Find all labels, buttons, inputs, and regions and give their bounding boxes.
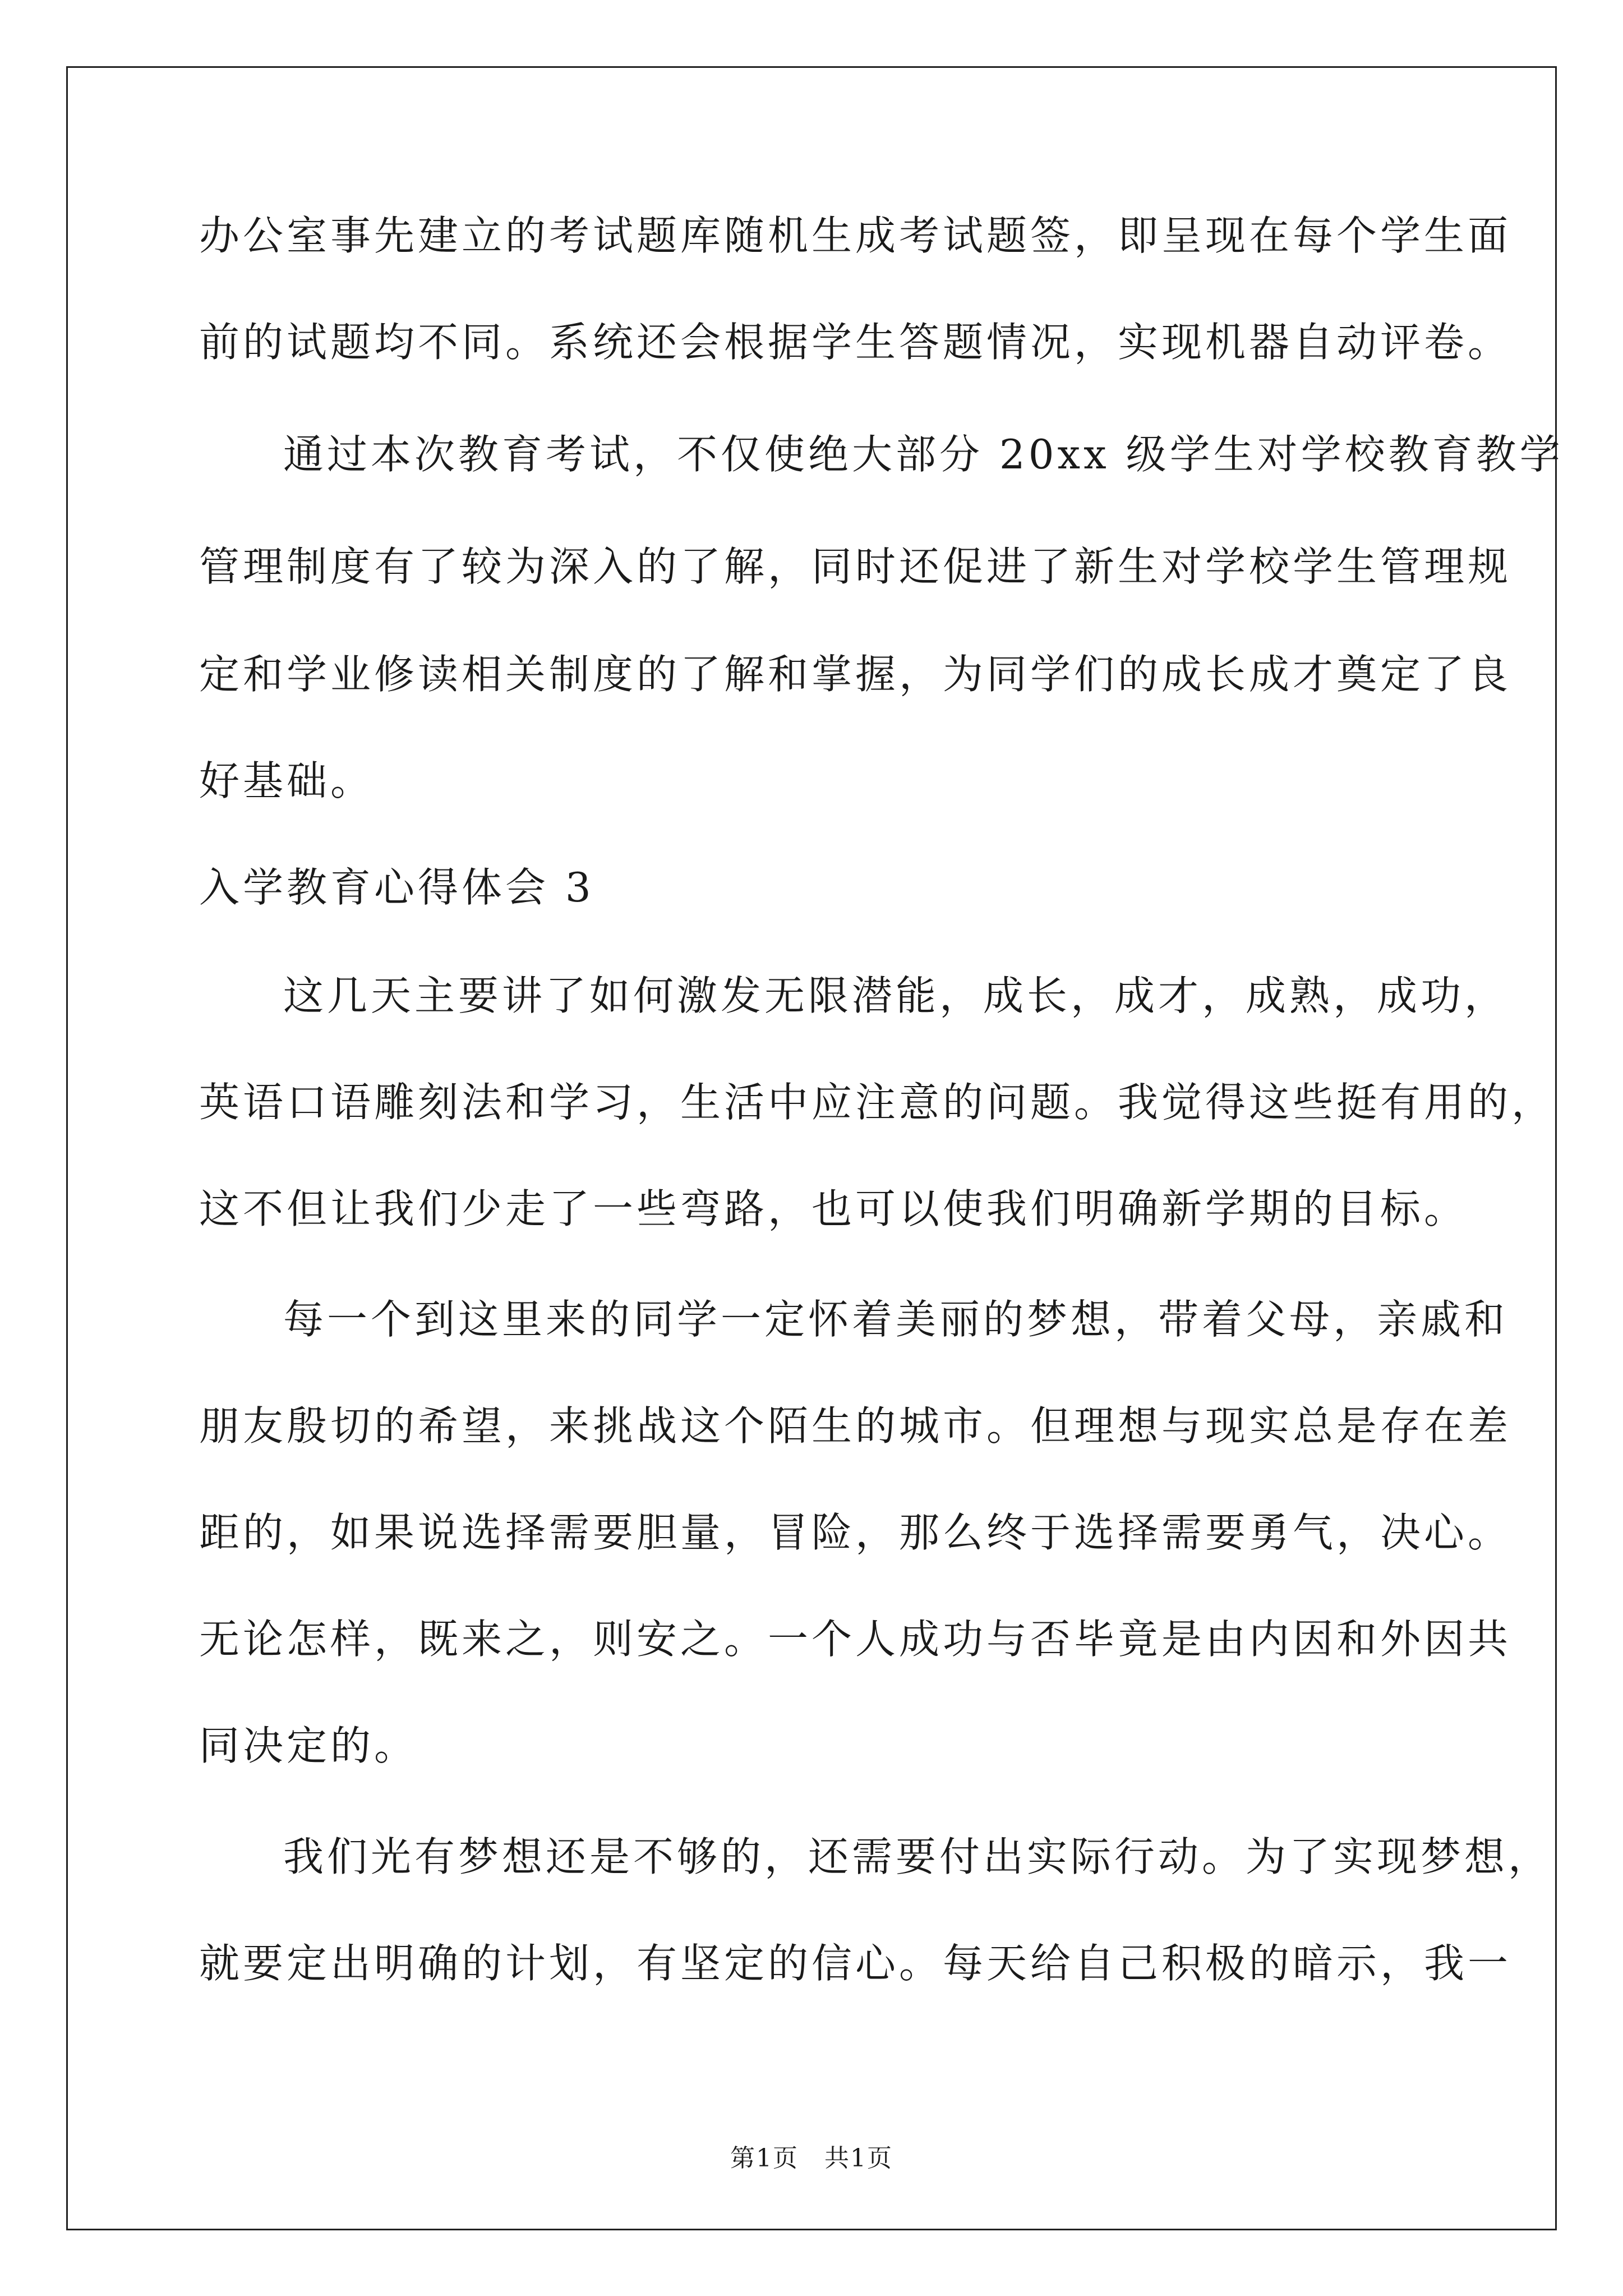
- text-line: 前的试题均不同。系统还会根据学生答题情况，实现机器自动评卷。: [199, 319, 1512, 366]
- text-line: 这不但让我们少走了一些弯路，也可以使我们明确新学期的目标。: [199, 1185, 1468, 1232]
- text-line: 好基础。: [199, 757, 375, 804]
- text-line: 管理制度有了较为深入的了解，同时还促进了新生对学校学生管理规: [199, 543, 1512, 590]
- text-line: 距的，如果说选择需要胆量，冒险，那么终于选择需要勇气，决心。: [199, 1509, 1512, 1556]
- section-heading: 入学教育心得体会 3: [199, 864, 594, 911]
- page-number-footer: 第1页 共1页: [730, 2144, 893, 2173]
- text-line: 就要定出明确的计划，有坚定的信心。每天给自己积极的暗示，我一: [199, 1940, 1512, 1987]
- paragraph-start-line: 这几天主要讲了如何激发无限潜能，成长，成才，成熟，成功，: [283, 972, 1509, 1019]
- text-line: 同决定的。: [199, 1722, 418, 1769]
- text-line: 英语口语雕刻法和学习，生活中应注意的问题。我觉得这些挺有用的，: [199, 1079, 1556, 1126]
- text-line: 朋友殷切的希望，来挑战这个陌生的城市。但理想与现实总是存在差: [199, 1402, 1512, 1450]
- paragraph-start-line: 通过本次教育考试，不仅使绝大部分 20xx 级学生对学校教育教学: [283, 431, 1564, 478]
- text-line: 无论怎样，既来之，则安之。一个人成功与否毕竟是由内因和外因共: [199, 1616, 1512, 1663]
- text-line: 办公室事先建立的考试题库随机生成考试题签，即呈现在每个学生面: [199, 212, 1512, 259]
- page-border: [66, 66, 1557, 2230]
- paragraph-start-line: 我们光有梦想还是不够的，还需要付出实际行动。为了实现梦想，: [283, 1833, 1552, 1880]
- text-line: 定和学业修读相关制度的了解和掌握，为同学们的成长成才奠定了良: [199, 651, 1512, 698]
- paragraph-start-line: 每一个到这里来的同学一定怀着美丽的梦想，带着父母，亲戚和: [283, 1296, 1509, 1343]
